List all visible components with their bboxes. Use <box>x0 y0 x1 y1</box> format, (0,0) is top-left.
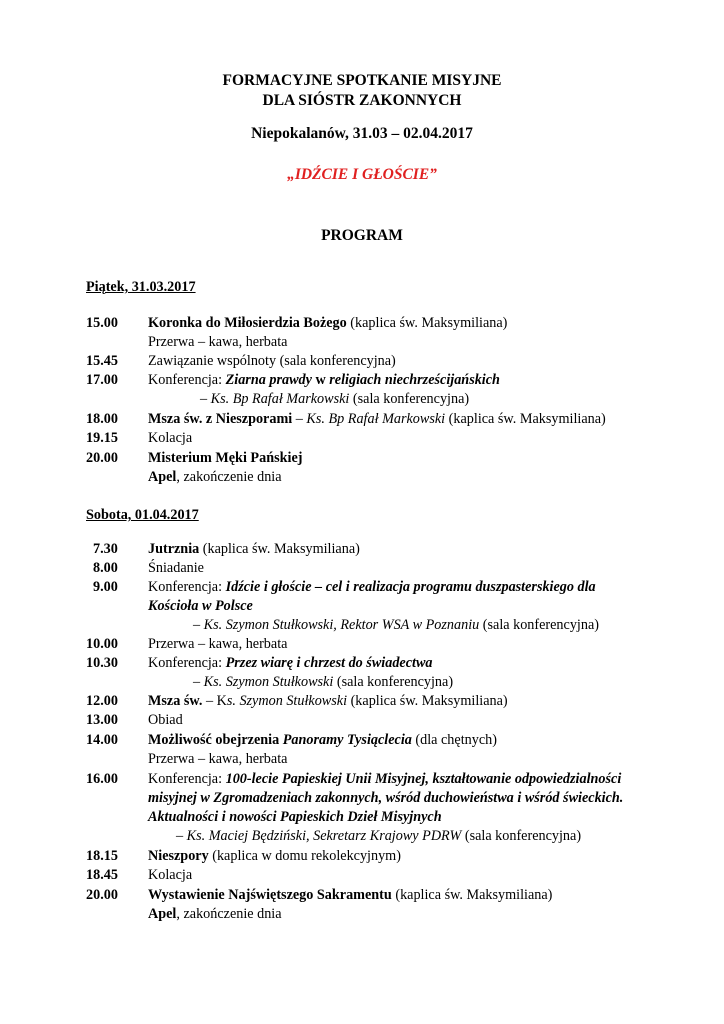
schedule-description <box>200 390 469 408</box>
schedule-text-run: Panoramy Tysiąclecia <box>282 732 412 748</box>
schedule-description <box>148 578 596 596</box>
schedule-description <box>148 692 508 710</box>
schedule-description <box>148 333 287 351</box>
schedule-description <box>148 731 497 749</box>
schedule-description <box>176 827 581 845</box>
title-line-1: FORMACYJNE SPOTKANIE MISYJNE <box>222 72 502 89</box>
schedule-text-run: Przerwa – kawa, herbata <box>148 751 288 767</box>
schedule-description <box>148 866 192 884</box>
schedule-text-run: (kaplica św. Maksymiliana) <box>391 887 553 903</box>
schedule-text-run: – Ks. Szymon Stułkowski <box>193 674 334 690</box>
schedule-time: 18.15 <box>86 848 118 864</box>
schedule-text-run: Koronka do Miłosierdzia Bożego <box>148 315 347 331</box>
schedule-text-run: – Ks. Maciej Będziński, Sekretarz Krajowy PDRW <box>176 828 462 844</box>
schedule-description <box>148 314 507 332</box>
schedule-time: 18.45 <box>86 867 118 883</box>
schedule-text-run: Msza św. <box>148 693 203 709</box>
schedule-text-run: Obiad <box>148 712 183 728</box>
schedule-description <box>148 808 442 826</box>
schedule-text-run: – Ks. Bp Rafał Markowski <box>200 391 350 407</box>
schedule-text-run: – <box>292 411 307 427</box>
schedule-time: 7.30 <box>93 541 118 557</box>
schedule-description <box>148 635 287 653</box>
schedule-text-run: 100-lecie Papieskiej Unii Misyjnej, kształtowanie odpowiedzialności <box>225 771 622 787</box>
schedule-description <box>148 789 623 807</box>
schedule-text-run: Ziarna prawdy <box>225 372 312 388</box>
schedule-description <box>148 711 183 729</box>
schedule-time: 17.00 <box>86 372 118 388</box>
schedule-text-run: (dla chętnych) <box>411 732 497 748</box>
schedule-text-run: Konferencja: <box>148 579 226 595</box>
program-heading: PROGRAM <box>321 227 403 244</box>
schedule-text-run: Ks. Bp Rafał Markowski <box>306 411 446 427</box>
schedule-text-run: Konferencja: <box>148 372 226 388</box>
schedule-text-run: Idźcie i głoście – cel i realizacja programu duszpasterskiego dla <box>225 579 596 595</box>
schedule-text-run: (sala konferencyjna) <box>479 617 599 633</box>
schedule-time: 15.45 <box>86 353 118 369</box>
schedule-description <box>148 540 360 558</box>
schedule-text-run: Kościoła w Polsce <box>148 598 253 614</box>
schedule-description <box>148 597 253 615</box>
schedule-description <box>148 410 606 428</box>
schedule-time: 19.15 <box>86 430 118 446</box>
schedule-description <box>148 770 621 788</box>
schedule-time: 14.00 <box>86 732 118 748</box>
schedule-description <box>193 673 453 691</box>
schedule-text-run: Zawiązanie wspólnoty (sala konferencyjna) <box>148 353 396 369</box>
schedule-time: 16.00 <box>86 771 118 787</box>
schedule-text-run: Przerwa – kawa, herbata <box>148 334 288 350</box>
schedule-description <box>148 352 396 370</box>
schedule-text-run: (sala konferencyjna) <box>349 391 470 407</box>
title-line-2: DLA SIÓSTR ZAKONNYCH <box>262 92 462 109</box>
schedule-text-run: (kaplica św. Maksymiliana) <box>347 693 508 709</box>
schedule-text-run: – K <box>202 693 227 709</box>
schedule-description <box>148 429 192 447</box>
schedule-text-run: Przerwa – kawa, herbata <box>148 636 288 652</box>
schedule-text-run: Apel <box>148 469 177 485</box>
document-title <box>0 71 724 111</box>
schedule-text-run: (sala konferencyjna) <box>333 674 454 690</box>
schedule-description <box>148 449 302 467</box>
schedule-time: 20.00 <box>86 887 118 903</box>
schedule-description <box>148 654 433 672</box>
schedule-time: 10.30 <box>86 655 118 671</box>
schedule-time: 10.00 <box>86 636 118 652</box>
schedule-text-run: Kolacja <box>148 867 193 883</box>
schedule-text-run: Jutrznia <box>148 541 200 557</box>
day-heading-saturday: Sobota, 01.04.2017 <box>86 507 199 523</box>
schedule-text-run: Aktualności i nowości Papieskich Dzieł Misyjnych <box>148 809 442 825</box>
schedule-text-run: Możliwość obejrzenia <box>148 732 283 748</box>
schedule-time: 12.00 <box>86 693 118 709</box>
schedule-time: 13.00 <box>86 712 118 728</box>
schedule-text-run: Msza św. z Nieszporami <box>148 411 293 427</box>
schedule-time: 15.00 <box>86 315 118 331</box>
schedule-description <box>148 468 282 486</box>
schedule-text-run: w <box>311 372 330 388</box>
schedule-text-run: (kaplica w domu rekolekcyjnym) <box>208 848 401 864</box>
schedule-text-run: Przez wiarę i chrzest do świadectwa <box>225 655 433 671</box>
schedule-text-run: Śniadanie <box>148 560 204 576</box>
schedule-text-run: s. Szymon Stułkowski <box>226 693 348 709</box>
schedule-description <box>193 616 599 634</box>
schedule-time: 20.00 <box>86 450 118 466</box>
schedule-description <box>148 886 552 904</box>
schedule-description <box>148 371 500 389</box>
schedule-text-run: (kaplica św. Maksymiliana) <box>346 315 508 331</box>
schedule-text-run: Kolacja <box>148 430 193 446</box>
schedule-text-run: misyjnej w Zgromadzeniach zakonnych, wśród duchowieństwa i wśród świeckich. <box>148 790 624 806</box>
day-heading-friday: Piątek, 31.03.2017 <box>86 279 196 295</box>
schedule-text-run: (kaplica św. Maksymiliana) <box>199 541 360 557</box>
schedule-text-run: , zakończenie dnia <box>176 906 282 922</box>
schedule-time: 9.00 <box>93 579 118 595</box>
schedule-text-run: (sala konferencyjna) <box>461 828 582 844</box>
schedule-time: 8.00 <box>93 560 118 576</box>
schedule-time: 18.00 <box>86 411 118 427</box>
schedule-text-run: religiach niechrześcijańskich <box>329 372 500 388</box>
schedule-text-run: (kaplica św. Maksymiliana) <box>445 411 606 427</box>
schedule-text-run: Nieszpory <box>148 848 209 864</box>
schedule-description <box>148 847 401 865</box>
schedule-text-run: , zakończenie dnia <box>176 469 282 485</box>
schedule-text-run: Wystawienie Najświętszego Sakramentu <box>148 887 392 903</box>
schedule-description <box>148 559 204 577</box>
schedule-text-run: Konferencja: <box>148 655 226 671</box>
schedule-text-run: Konferencja: <box>148 771 226 787</box>
schedule-description <box>148 750 287 768</box>
schedule-description <box>148 905 282 923</box>
schedule-text-run: Misterium Męki Pańskiej <box>148 450 303 466</box>
motto: „IDŹCIE I GŁOŚCIE” <box>287 166 437 183</box>
schedule-text-run: – Ks. Szymon Stułkowski, Rektor WSA w Poznaniu <box>193 617 480 633</box>
place-date: Niepokalanów, 31.03 – 02.04.2017 <box>251 125 473 142</box>
schedule-text-run: Apel <box>148 906 177 922</box>
